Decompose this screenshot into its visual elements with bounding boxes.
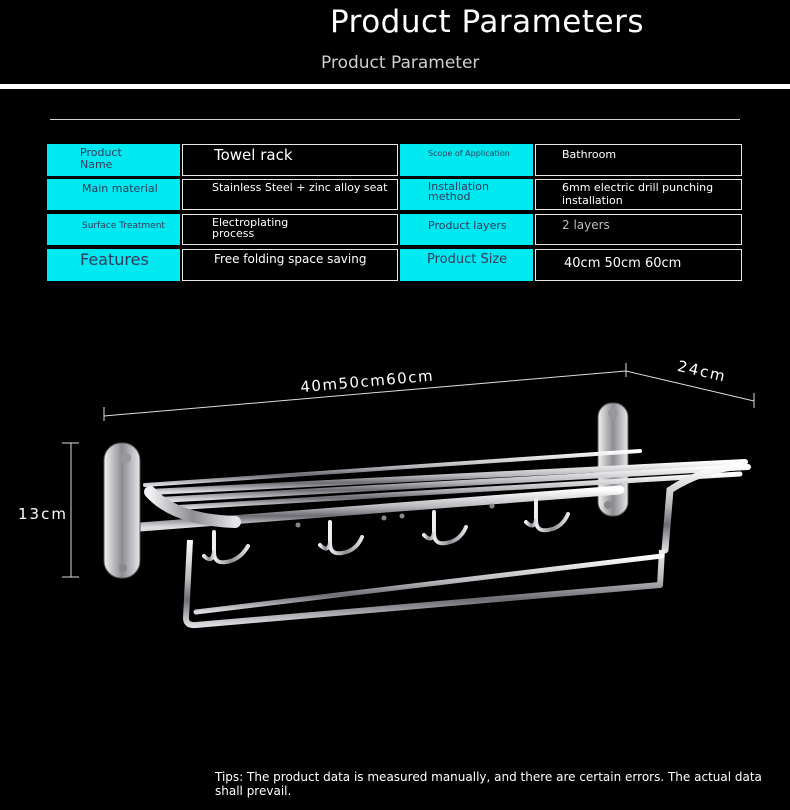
spec-value-installation-method: 6mm electric drill punching installation — [535, 179, 742, 210]
header-divider — [0, 84, 790, 89]
spec-label-product-layers: Product layers — [400, 214, 533, 245]
spec-value-scope: Bathroom — [535, 144, 742, 176]
page-title: Product Parameters — [330, 4, 644, 40]
header-band — [0, 0, 790, 84]
length-label: 40m50cm60cm — [299, 366, 435, 397]
spec-label-surface-treatment: Surface Treatment — [47, 214, 180, 245]
tips-note: Tips: The product data is measured manually, and there are certain errors. The actual data shall prevail. — [215, 770, 762, 798]
spec-label-main-material: Main material — [47, 179, 180, 210]
spec-label-installation-method: Installation method — [400, 179, 533, 210]
depth-dimension — [626, 357, 754, 408]
towel-rack-image — [104, 403, 748, 625]
spec-value-product-layers: 2 layers — [535, 214, 742, 245]
spec-value-product-name: Towel rack — [182, 144, 398, 176]
length-dimension — [104, 363, 626, 421]
spec-value-surface-treatment: Electroplating process — [182, 214, 398, 245]
spec-value-main-material: Stainless Steel + zinc alloy seat — [182, 179, 398, 210]
height-label: 13cm — [18, 505, 68, 523]
towel-rack-diagram — [0, 330, 790, 640]
spec-label-product-size: Product Size — [400, 249, 533, 281]
spec-label-product-name: Product Name — [47, 144, 180, 176]
spec-label-features: Features — [47, 249, 180, 281]
height-dimension — [18, 443, 79, 577]
spec-value-features: Free folding space saving — [182, 249, 398, 281]
spec-value-product-size: 40cm 50cm 60cm — [535, 249, 742, 281]
section-divider — [50, 119, 740, 120]
page-subtitle: Product Parameter — [321, 53, 480, 73]
depth-label: 24cm — [675, 356, 729, 386]
spec-label-scope: Scope of Application — [400, 144, 533, 176]
